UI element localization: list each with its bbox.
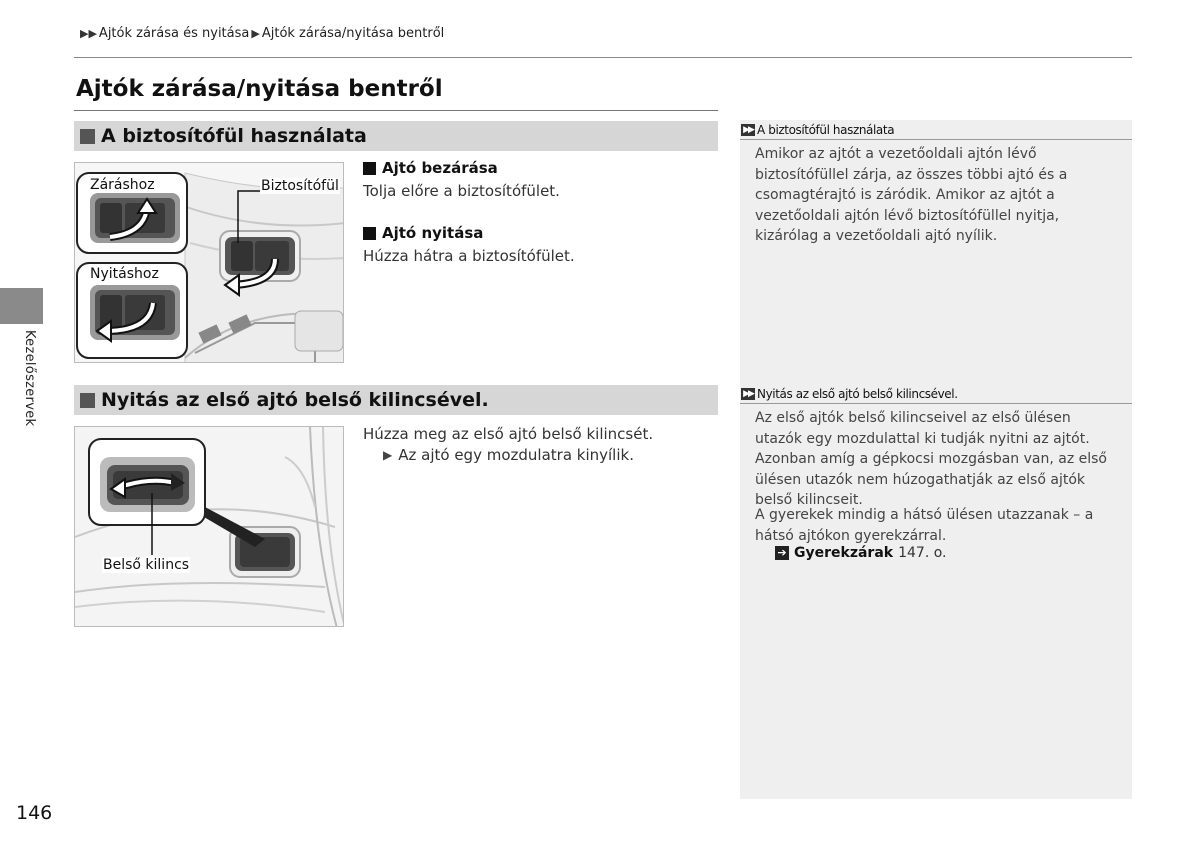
handle-result bbox=[383, 445, 634, 466]
xref-page: 147. o. bbox=[898, 545, 947, 561]
lock-tab-illustration bbox=[74, 162, 344, 363]
xref-label[interactable]: Gyerekzárak bbox=[794, 545, 894, 561]
square-bullet-icon bbox=[80, 129, 95, 144]
note-heading-text: A biztosítófül használata bbox=[757, 122, 895, 137]
note-heading bbox=[740, 384, 1132, 404]
page-title: Ajtók zárása/nyitása bentről bbox=[76, 76, 443, 102]
note-text: Amikor az ajtót a vezetőoldali ajtón lévő biztosítófüllel zárja, az összes többi ajtó és a csomagtérajtó is záródik. Amikor az ajtót a vezetőoldali ajtón lévő biztosítófüllel nyitja, kizárólag a vezetőoldali ajtó nyílik. bbox=[755, 146, 1068, 244]
note-heading bbox=[740, 120, 1132, 140]
section-header bbox=[74, 385, 718, 415]
section-title: Nyitás az első ajtó belső kilincsével. bbox=[101, 389, 489, 411]
double-chevron-icon: ▶▶ bbox=[741, 388, 755, 400]
square-bullet-icon bbox=[80, 393, 95, 408]
chapter-tab-label: Kezelőszervek bbox=[22, 330, 37, 427]
header-divider bbox=[74, 57, 1132, 58]
chapter-tab bbox=[0, 288, 43, 324]
breadcrumb bbox=[80, 26, 444, 41]
result-arrow-icon: ▶ bbox=[383, 448, 393, 462]
lock-heading bbox=[363, 159, 498, 177]
double-chevron-icon: ▶▶ bbox=[741, 124, 755, 136]
double-arrow-icon: ▶▶ bbox=[80, 27, 97, 40]
lock-instruction: Tolja előre a biztosítófület. bbox=[363, 182, 560, 200]
cross-reference-icon: ➔ bbox=[775, 546, 789, 560]
unlock-instruction: Húzza hátra a biztosítófület. bbox=[363, 247, 575, 265]
door-handle-drawing bbox=[75, 427, 344, 627]
handle-instruction: Húzza meg az első ajtó belső kilincsét. bbox=[363, 425, 654, 443]
cross-reference-link[interactable] bbox=[775, 545, 947, 561]
breadcrumb-item[interactable]: Ajtók zárása és nyitása bbox=[98, 26, 250, 41]
arrow-icon: ▶ bbox=[251, 27, 260, 40]
handle-result-text: Az ajtó egy mozdulatra kinyílik. bbox=[398, 446, 634, 464]
page-number: 146 bbox=[16, 802, 53, 824]
square-bullet-icon bbox=[363, 227, 376, 240]
unlock-heading bbox=[363, 224, 483, 242]
unlock-heading-text: Ajtó nyitása bbox=[382, 224, 484, 242]
inner-handle-label: Belső kilincs bbox=[103, 557, 190, 573]
note-heading-text: Nyitás az első ajtó belső kilincsével. bbox=[757, 386, 958, 401]
lock-heading-text: Ajtó bezárása bbox=[382, 159, 498, 177]
title-divider bbox=[74, 110, 718, 111]
breadcrumb-item[interactable]: Ajtók zárása/nyitása bentről bbox=[261, 26, 445, 41]
tab-label: Biztosítófül bbox=[261, 178, 339, 194]
unlock-label: Nyitáshoz bbox=[90, 266, 159, 282]
inner-handle-illustration bbox=[74, 426, 344, 627]
note-text: Az első ajtók belső kilincseivel az első ülésen utazók egy mozdulattal ki tudják nyitni az ajtót. Azonban amíg a gépkocsi mozgásban van, az első ülésen utazók nem húzogathatják az első ajtók belső kilincseit. bbox=[755, 410, 1107, 508]
section-title: A biztosítófül használata bbox=[101, 125, 367, 147]
square-bullet-icon bbox=[363, 162, 376, 175]
note-text: A gyerekek mindig a hátsó ülésen utazzanak – a hátsó ajtókon gyerekzárral. bbox=[755, 507, 1094, 544]
lock-label: Záráshoz bbox=[90, 177, 155, 193]
section-header bbox=[74, 121, 718, 151]
